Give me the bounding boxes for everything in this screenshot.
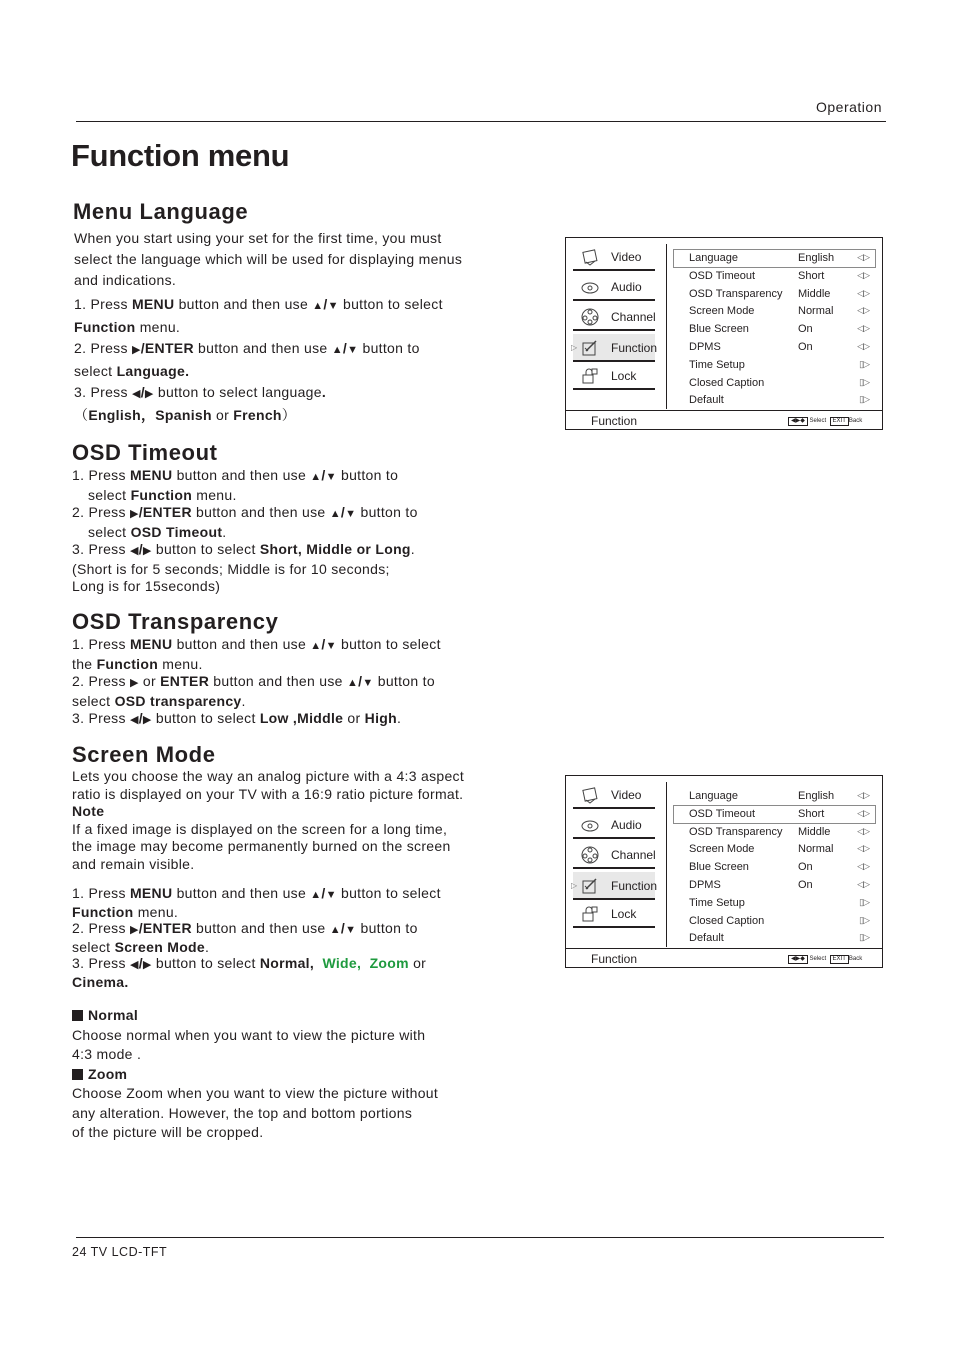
right-arrow-icon: ▶ xyxy=(129,508,139,520)
osd-menu-language-screenshot xyxy=(565,237,883,430)
osd-menu-timeout-screenshot xyxy=(565,775,883,968)
osd-side-item-video: Video xyxy=(573,243,655,271)
adjust-arrows-icon: ◁▷ xyxy=(857,807,869,818)
channel-icon xyxy=(581,308,599,326)
osd-row: DPMS On ◁▷ xyxy=(689,341,869,353)
osd-side-item-lock: Lock xyxy=(573,362,655,390)
up-arrow-icon: ▲ xyxy=(331,344,343,356)
osd-row: Language English ◁▷ xyxy=(673,249,876,268)
adjust-arrows-icon: ◁▷ xyxy=(857,843,869,854)
up-arrow-icon: ▲ xyxy=(329,508,341,520)
up-arrow-icon: ▲ xyxy=(310,889,322,901)
adjust-arrows-icon: ◁▷ xyxy=(857,252,869,262)
osd-row: Closed Caption ▯▷ xyxy=(689,376,869,389)
up-arrow-icon: ▲ xyxy=(346,677,359,689)
adjust-arrows-icon: ▯▷ xyxy=(859,914,869,925)
adjust-arrows-icon: ▯▷ xyxy=(859,896,869,907)
audio-icon xyxy=(581,278,599,296)
right-arrow-icon: ▶ xyxy=(142,714,152,726)
right-arrow-icon: ▶ xyxy=(142,959,152,971)
osd-row: Closed Caption ▯▷ xyxy=(689,914,869,927)
osd-row: Language English ◁▷ xyxy=(689,790,869,802)
osd-row: OSD Transparency Middle ◁▷ xyxy=(689,825,869,838)
osd-row: OSD Transparency Middle ◁▷ xyxy=(689,287,869,300)
osd-row: Screen Mode Normal ◁▷ xyxy=(689,843,869,856)
osd-side-item-audio: Audio xyxy=(573,811,655,839)
osd-row: Screen Mode Normal ◁▷ xyxy=(689,305,869,318)
screen-mode-heading: Screen Mode xyxy=(72,742,216,767)
down-arrow-icon: ▼ xyxy=(345,508,357,520)
up-arrow-icon: ▲ xyxy=(310,640,322,652)
adjust-arrows-icon: ◁▷ xyxy=(857,269,869,280)
osd-side-item-channel: Channel xyxy=(573,841,655,869)
osd-row: Blue Screen On ◁▷ xyxy=(689,323,869,336)
osd-row: OSD Timeout Short ◁▷ xyxy=(673,805,876,824)
adjust-arrows-icon: ◁▷ xyxy=(857,825,869,836)
osd-side-item-video: Video xyxy=(573,781,655,809)
left-arrow-icon: ◀ xyxy=(129,545,139,557)
osd-side-item-channel: Channel xyxy=(573,303,655,331)
up-arrow-icon: ▲ xyxy=(310,471,322,483)
adjust-arrows-icon: ◁▷ xyxy=(857,861,869,872)
pointer-icon: ▷ xyxy=(571,343,578,352)
osd-side-item-function: ▷ Function xyxy=(573,872,655,900)
lock-icon xyxy=(581,367,599,385)
osd-footer-label: Function xyxy=(591,952,638,966)
osd-side-item-lock: Lock xyxy=(573,900,655,928)
adjust-arrows-icon: ◁▷ xyxy=(857,879,869,889)
pointer-icon: ▷ xyxy=(571,881,578,890)
left-arrow-icon: ◀ xyxy=(129,714,139,726)
adjust-arrows-icon: ▯▷ xyxy=(859,932,869,943)
osd-key-hints: ◀▶◆ Select EXIT Back xyxy=(788,417,862,426)
bullet-square-icon xyxy=(72,1069,83,1080)
screen-mode-steps: 1. Press MENU button and then use ▲/▼ button to select Function menu. 2. Press ▶/ENTER button and then use ▲/▼ button to select Screen Mode. 3. Press ◀/▶ button to select Normal, Wide, Zoom or Cinema. xyxy=(72,885,441,990)
up-arrow-icon: ▲ xyxy=(329,924,341,936)
lock-icon xyxy=(581,905,599,923)
footer-rule xyxy=(76,1237,884,1238)
right-arrow-icon: ▶ xyxy=(129,677,139,689)
osd-row: Default ▯▷ xyxy=(689,394,869,407)
osd-side-item-audio: Audio xyxy=(573,273,655,301)
video-icon xyxy=(581,248,599,266)
down-arrow-icon: ▼ xyxy=(325,640,337,652)
adjust-arrows-icon: ◁▷ xyxy=(857,341,869,351)
screen-mode-options: Normal Choose normal when you want to view the picture with 4:3 mode . Zoom Choose Zoom when you want to view the picture without any alteration. However, the top and bottom portions of the picture will be cropped. xyxy=(72,1007,439,1140)
right-arrow-icon: ▶ xyxy=(142,545,152,557)
down-arrow-icon: ▼ xyxy=(325,889,337,901)
osd-footer-label: Function xyxy=(591,414,638,428)
function-icon xyxy=(581,339,599,357)
down-arrow-icon: ▼ xyxy=(325,471,337,483)
screen-mode-intro: Lets you choose the way an analog picture with a 4:3 aspect ratio is displayed on your TV with a 16:9 ratio picture format. Note If a fixed image is displayed on the screen for a long time, the image may become permanently burned on the screen and remain visible. xyxy=(72,768,465,872)
channel-icon xyxy=(581,846,599,864)
left-arrow-icon: ◀ xyxy=(131,388,141,400)
header-rule xyxy=(76,121,886,122)
osd-transparency-heading: OSD Transparency xyxy=(72,609,279,634)
audio-icon xyxy=(581,816,599,834)
video-icon xyxy=(581,786,599,804)
down-arrow-icon: ▼ xyxy=(345,924,357,936)
adjust-arrows-icon: ◁▷ xyxy=(857,323,869,334)
right-arrow-icon: ▶ xyxy=(129,924,139,936)
right-arrow-icon: ▶ xyxy=(144,388,154,400)
down-arrow-icon: ▼ xyxy=(347,344,359,356)
osd-row: OSD Timeout Short ◁▷ xyxy=(689,269,869,282)
adjust-arrows-icon: ◁▷ xyxy=(857,305,869,316)
osd-side-item-function: ▷ Function xyxy=(573,334,655,362)
osd-transparency-text: 1. Press MENU button and then use ▲/▼ button to select the Function menu. 2. Press ▶ or ENTER button and then use ▲/▼ button to select OSD transparency. 3. Press ◀/▶ button to select Low ,Middle or High. xyxy=(72,636,441,726)
bullet-square-icon xyxy=(72,1010,83,1021)
page-title: Function menu xyxy=(71,138,290,173)
page-footer: 24 TV LCD-TFT xyxy=(72,1245,168,1259)
up-arrow-icon: ▲ xyxy=(312,300,324,312)
osd-row: Blue Screen On ◁▷ xyxy=(689,861,869,874)
osd-timeout-text: 1. Press MENU button and then use ▲/▼ button to select Function menu. 2. Press ▶/ENTER button and then use ▲/▼ button to select OSD Timeout. 3. Press ◀/▶ button to select Short, Middle or Long. (Short is for 5 seconds; Middle is for 10 seconds; Long is for 15seconds) xyxy=(72,467,418,594)
adjust-arrows-icon: ▯▷ xyxy=(859,376,869,387)
adjust-arrows-icon: ◁▷ xyxy=(857,790,869,800)
function-icon xyxy=(581,877,599,895)
osd-row: Time Setup ▯▷ xyxy=(689,896,869,909)
osd-key-hints: ◀▶◆ Select EXIT Back xyxy=(788,955,862,964)
osd-row: DPMS On ◁▷ xyxy=(689,879,869,891)
menu-language-heading: Menu Language xyxy=(73,199,249,224)
left-arrow-icon: ◀ xyxy=(129,959,139,971)
adjust-arrows-icon: ▯▷ xyxy=(859,358,869,369)
adjust-arrows-icon: ▯▷ xyxy=(859,394,869,405)
section-label: Operation xyxy=(816,99,882,115)
down-arrow-icon: ▼ xyxy=(327,300,339,312)
osd-row: Default ▯▷ xyxy=(689,932,869,945)
down-arrow-icon: ▼ xyxy=(362,677,374,689)
osd-row: Time Setup ▯▷ xyxy=(689,358,869,371)
right-arrow-icon: ▶ xyxy=(131,344,141,356)
menu-language-text: When you start using your set for the first time, you must select the language which will be used for displaying menus and indications. 1. Press MENU button and then use ▲/▼ button to select Function menu. 2. Press ▶/ENTER button and then use ▲/▼ button to select Language. 3. Press ◀/▶ button to select language. （English，Spanish or French） xyxy=(74,230,463,423)
adjust-arrows-icon: ◁▷ xyxy=(857,287,869,298)
osd-timeout-heading: OSD Timeout xyxy=(72,440,218,465)
